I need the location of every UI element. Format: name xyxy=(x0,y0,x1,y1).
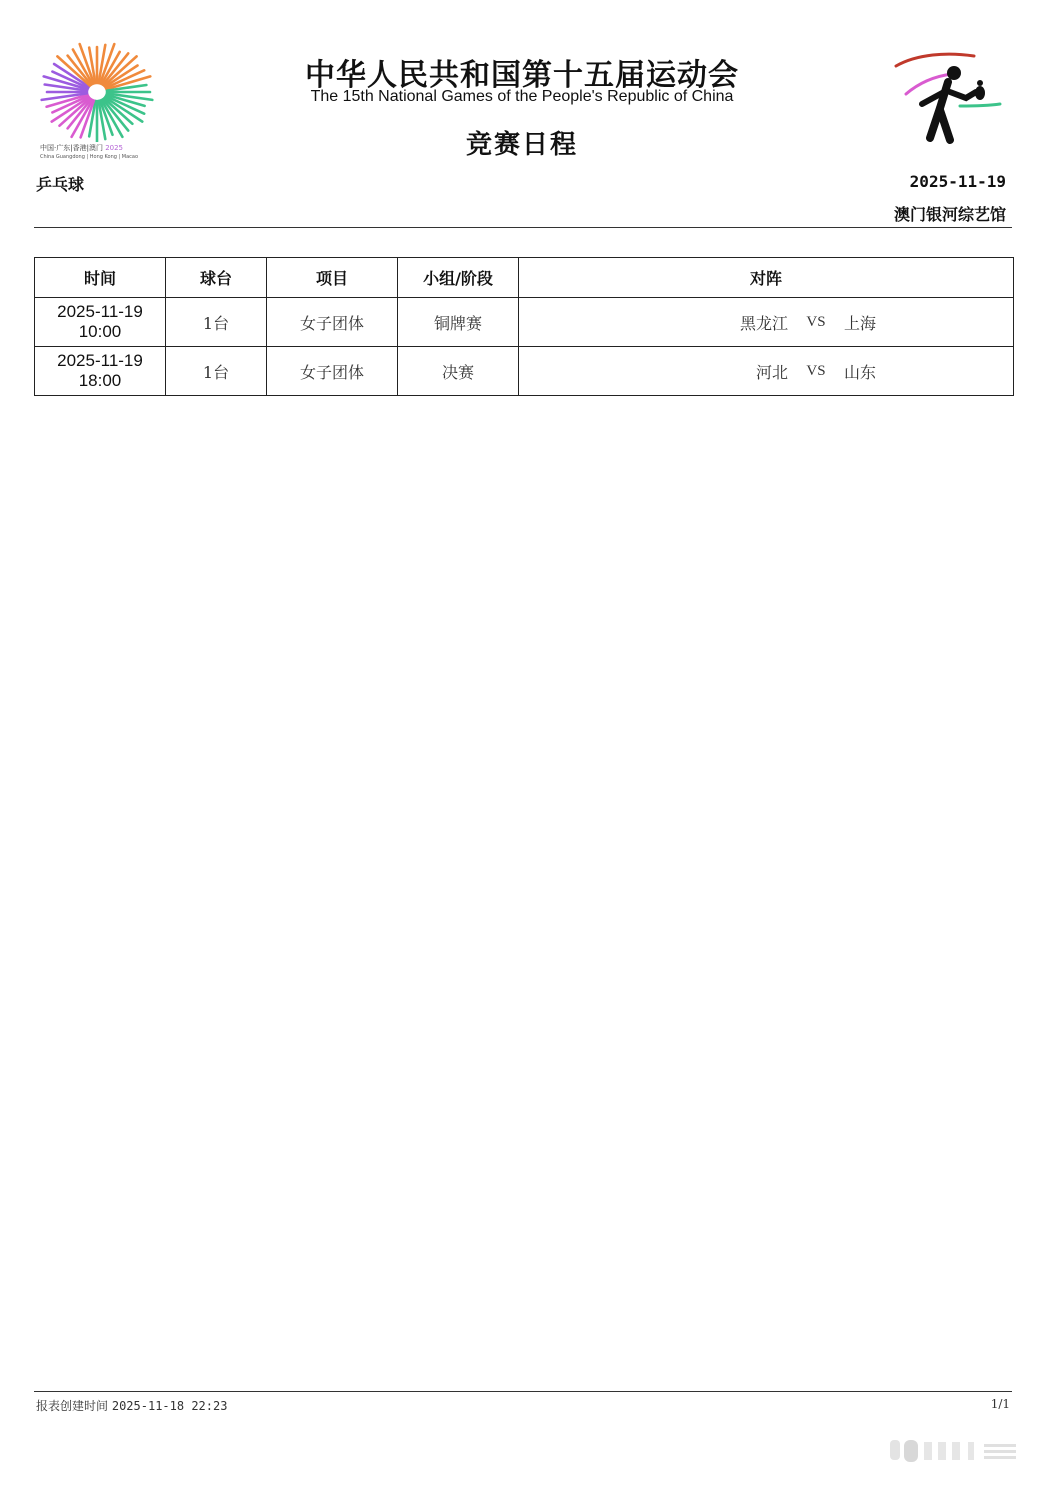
created-label: 报表创建时间 xyxy=(36,1399,109,1413)
logo-caption-text: 中国·广东|香港|澳门 xyxy=(40,144,103,152)
col-header-stage: 小组/阶段 xyxy=(398,258,519,298)
watermark-icon xyxy=(888,1434,1024,1468)
logo-caption-en: China Guangdong | Hong Kong | Macao xyxy=(40,154,139,160)
match-time-cell xyxy=(35,347,166,396)
col-header-time: 时间 xyxy=(35,258,166,298)
created-time: 2025-11-18 22:23 xyxy=(111,1399,228,1413)
table-number: 1台 xyxy=(166,298,267,347)
match-time: 10:00 xyxy=(78,322,122,341)
report-created xyxy=(36,1397,227,1414)
match-time: 18:00 xyxy=(78,371,122,390)
stage-name: 决赛 xyxy=(398,347,519,396)
match-date: 2025-11-19 xyxy=(57,351,143,370)
vs-label: VS xyxy=(806,313,826,330)
col-header-match: 对阵 xyxy=(519,258,1014,298)
venue-name: 澳门银河综艺馆 xyxy=(893,205,1006,224)
doc-title: 竞赛日程 xyxy=(465,130,578,160)
team-b: 山东 xyxy=(844,362,877,382)
col-header-table: 球台 xyxy=(166,258,267,298)
games-title-en: The 15th National Games of the People's Republic of China xyxy=(310,88,734,105)
stage-name: 铜牌赛 xyxy=(398,298,519,347)
match-date: 2025-11-19 xyxy=(57,302,143,321)
schedule-table xyxy=(34,257,1014,396)
sport-name: 乒乓球 xyxy=(36,175,85,194)
table-row xyxy=(35,347,1014,396)
page-number: 1/1 xyxy=(990,1397,1010,1411)
event-name: 女子团体 xyxy=(267,298,398,347)
logo-year: 2025 xyxy=(105,144,124,152)
team-b: 上海 xyxy=(844,313,877,333)
footer-divider xyxy=(34,1391,1012,1392)
team-a: 黑龙江 xyxy=(739,313,788,333)
team-a: 河北 xyxy=(755,362,788,382)
col-header-event: 项目 xyxy=(267,258,398,298)
matchup-cell xyxy=(519,347,1014,396)
watermark xyxy=(888,1434,1024,1468)
table-row xyxy=(35,298,1014,347)
table-header-row xyxy=(35,258,1014,298)
table-tennis-pictogram-icon xyxy=(892,48,1004,148)
header-divider xyxy=(34,227,1012,228)
match-time-cell xyxy=(35,298,166,347)
event-name: 女子团体 xyxy=(267,347,398,396)
table-number: 1台 xyxy=(166,347,267,396)
schedule-date: 2025-11-19 xyxy=(909,172,1006,191)
vs-label: VS xyxy=(806,362,826,379)
games-title-cn: 中华人民共和国第十五届运动会 xyxy=(305,58,739,93)
matchup-cell xyxy=(519,298,1014,347)
sport-pictogram xyxy=(892,48,1004,148)
